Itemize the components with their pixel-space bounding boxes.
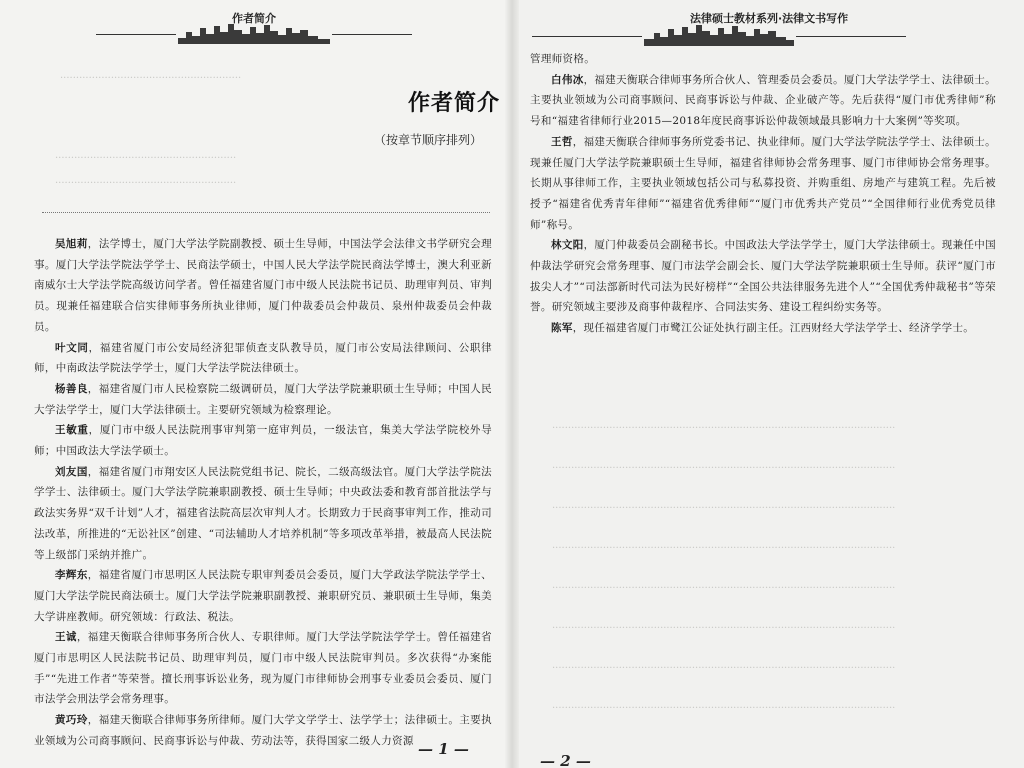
bio-name: 王诚 xyxy=(55,631,77,644)
city-skyline-icon xyxy=(644,22,794,46)
page-number-right: — 2 — xyxy=(540,752,591,768)
bio-text: ，现任福建省厦门市鹭江公证处执行副主任。江西财经大学法学学士、经济学学士。 xyxy=(572,322,975,335)
bio-list-left xyxy=(34,234,492,752)
bio-name: 王哲 xyxy=(551,135,573,148)
page-title: 作者简介 xyxy=(408,91,501,116)
bio-text: ，福建天衡联合律师事务所党委书记、执业律师。厦门大学法学院法学学士、法律硕士。现兼任厦门大学法学院兼职硕士生导师，福建省律师协会常务理事、厦门市律师协会常务理事。长期从事律师工作，主要执业领域包括公司与私募投资、并购重组、房地产与建筑工程。先后被授予“福建省优秀青年律师”“福建省优秀律师”“厦门市优秀共产党员”“全国律师行业优秀党员律师”称号。 xyxy=(530,135,997,231)
bio-text: ，福建省厦门市思明区人民法院专职审判委员会委员，厦门大学政法学院法学学士、厦门大学法学院民商法硕士。厦门大学法学院兼职副教授、兼职研究员、兼职硕士生导师，集美大学讲座教师。研究领域：行政法、税法。 xyxy=(34,569,492,623)
header-rule-left xyxy=(532,36,642,37)
bio-name: 吴旭莉 xyxy=(55,238,88,250)
bio-paragraph xyxy=(34,420,492,461)
header-rule-right xyxy=(796,36,906,37)
bio-paragraph xyxy=(34,379,492,420)
running-header: 作者简介 xyxy=(232,12,276,25)
right-page: ············································································································ ············································································································ ············································································································ ············································································································ ············································································································ ············································································································ ············································································································ ············································································································ 法律硕士教材系列·法律文书写作 管理师资格。 白伟冰，福建天衡联合律师事务所合伙人、管理委员会委员。厦门大学法学学士、法律硕士。主要执业领域为公司商事顾问、民商事诉讼与仲裁、企业破产等。先后获得“厦门市优秀律师”称号和“福建省律师行业2015—2018年度民商事诉讼仲裁领域最具影响力十大案例”等奖项。 王哲，福建天衡联合律师事务所党委书记、执业律师。厦门大学法学院法学学士、法律硕士。现兼任厦门大学法学院兼职硕士生导师，福建省律师协会常务理事、厦门市律师协会常务理事。长期从事律师工作，主要执业领域包括公司与私募投资、并购重组、房地产与建筑工程。先后被授予“福建省优秀青年律师”“福建省优秀律师”“厦门市优秀共产党员”“全国律师行业优秀党员律师”称号。 林文阳，厦门仲裁委员会副秘书长。中国政法大学法学学士，厦门大学法律硕士。现兼任中国仲裁法学研究会常务理事、厦门市法学会副会长、厦门大学法学院兼职硕士生导师。获评“厦门市拔尖人才”“司法部新时代司法为民好榜样”“全国公共法律服务先进个人”“全国优秀仲裁秘书”等荣誉。研究领域主要涉及商事仲裁程序、合同法实务、建设工程纠纷实务等。 陈军，现任福建省厦门市鹭江公证处执行副主任。江西财经大学法学学士、经济学学士。 — 2 — xyxy=(512,0,1024,768)
bio-text: ，厦门市中级人民法院刑事审判第一庭审判员，一级法官，集美大学法学院校外导师；中国政法大学法学硕士。 xyxy=(34,424,492,458)
bio-text: ，福建省厦门市翔安区人民法院党组书记、院长，二级高级法官。厦门大学法学院法学学士、法律硕士。厦门大学法学院兼职副教授、硕士生导师；中央政法委和教育部首批法学与政法实务界“双千计划”人才，福建省法院高层次审判人才。长期致力于民商事审判工作，推动司法改革，所推进的“无讼社区”创建、“司法辅助人才培养机制”等多项改革举措，被最高人民法院等上级部门采纳并推广。 xyxy=(34,465,492,561)
bio-name: 叶文同 xyxy=(55,341,89,354)
bio-name: 刘友国 xyxy=(55,465,88,478)
bio-name: 林文阳 xyxy=(551,239,584,252)
bio-paragraph xyxy=(530,132,996,236)
bio-paragraph xyxy=(530,70,996,132)
page-number-left: — 1 — xyxy=(418,740,469,758)
bio-text: ，福建天衡联合律师事务所律师。厦门大学文学学士、法学学士；法律硕士。主要执业领域为公司商事顾问、民商事诉讼与仲裁、劳动法等，获得国家二级人力资源 xyxy=(34,714,492,747)
bio-text: ，福建省厦门市公安局经济犯罪侦查支队教导员，厦门市公安局法律顾问、公职律师，中南政法学院法学学士，厦门大学法学院法律硕士。 xyxy=(34,341,492,375)
bio-text: ，厦门仲裁委员会副秘书长。中国政法大学法学学士，厦门大学法律硕士。现兼任中国仲裁法学研究会常务理事、厦门市法学会副会长、厦门大学法学院兼职硕士生导师。获评“厦门市拔尖人才”“司法部新时代司法为民好榜样”“全国公共法律服务先进个人”“全国优秀仲裁秘书”等荣誉。研究领域主要涉及商事仲裁程序、合同法实务、建设工程纠纷实务等。 xyxy=(530,239,996,314)
bio-paragraph xyxy=(34,234,492,338)
bio-paragraph xyxy=(34,462,492,566)
book-gutter xyxy=(505,0,519,768)
bio-text: ，福建天衡联合律师事务所合伙人、专职律师。厦门大学法学院法学学士。曾任福建省厦门市思明区人民法院书记员、助理审判员，厦门市中级人民法院审判员。多次获得“办案能手”“先进工作者”等荣誉。擅长刑事诉讼业务，现为厦门市律师协会刑事专业委员会委员、厦门市法学会刑法学会常务理事。 xyxy=(34,631,492,706)
bio-name: 陈军 xyxy=(551,322,573,335)
bio-continuation: 管理师资格。 xyxy=(530,53,596,65)
running-header: 法律硕士教材系列·法律文书写作 xyxy=(690,12,849,25)
bio-name: 王敏重 xyxy=(55,424,89,437)
left-page: ························································· ························································· ························································· 作者简介 作者简介 （按章节顺序排列） 吴旭莉，法学博士，厦门大学法学院副教授、硕士生导师，中国法学会法律文书学研究会理事。厦门大学法学院法学学士、民商法学硕士，中国人民大学法学院民商法学博士，澳大利亚新南威尔士大学法学院高级访问学者。曾任福建省厦门市中级人民法院书记员、助理审判员、审判员。现兼任福建联合信实律师事务所执业律师，厦门仲裁委员会仲裁员、泉州仲裁委员会仲裁员。 叶文同，福建省厦门市公安局经济犯罪侦查支队教导员，厦门市公安局法律顾问、公职律师，中南政法学院法学学士，厦门大学法学院法律硕士。 杨善良，福建省厦门市人民检察院二级调研员，厦门大学法学院兼职硕士生导师；中国人民大学法学学士，厦门大学法律硕士。主要研究领域为检察理论。 王敏重，厦门市中级人民法院刑事审判第一庭审判员，一级法官，集美大学法学院校外导师；中国政法大学法学硕士。 刘友国，福建省厦门市翔安区人民法院党组书记、院长，二级高级法官。厦门大学法学院法学学士、法律硕士。厦门大学法学院兼职副教授、硕士生导师；中央政法委和教育部首批法学与政法实务界“双千计划”人才，福建省法院高层次审判人才。长期致力于民商事审判工作，推动司法改革，所推进的“无讼社区”创建、“司法辅助人才培养机制”等多项改革举措，被最高人民法院等上级部门采纳并推广。 李辉东，福建省厦门市思明区人民法院专职审判委员会委员，厦门大学政法学院法学学士、厦门大学法学院民商法硕士。厦门大学法学院兼职副教授、兼职研究员、兼职硕士生导师，集美大学讲座教师。研究领域：行政法、税法。 王诚，福建天衡联合律师事务所合伙人、专职律师。厦门大学法学院法学学士。曾任福建省厦门市思明区人民法院书记员、助理审判员，厦门市中级人民法院审判员。多次获得“办案能手”“先进工作者”等荣誉。擅长刑事诉讼业务，现为厦门市律师协会刑事专业委员会委员、厦门市法学会刑法学会常务理事。 黄巧玲，福建天衡联合律师事务所律师。厦门大学文学学士、法学学士；法律硕士。主要执业领域为公司商事顾问、民商事诉讼与仲裁、劳动法等，获得国家二级人力资源 — 1 — xyxy=(0,0,512,768)
bio-name: 黄巧玲 xyxy=(55,714,88,727)
title-divider xyxy=(42,212,490,213)
bio-list-right xyxy=(530,49,996,339)
bio-text: ，法学博士，厦门大学法学院副教授、硕士生导师，中国法学会法律文书学研究会理事。厦门大学法学院法学学士、民商法学硕士，中国人民大学法学院民商法学博士，澳大利亚新南威尔士大学法学院高级访问学者。曾任福建省厦门市中级人民法院书记员、助理审判员、审判员。现兼任福建联合信实律师事务所执业律师，厦门仲裁委员会仲裁员、泉州仲裁委员会仲裁员。 xyxy=(34,238,492,333)
bio-paragraph xyxy=(530,318,996,339)
bio-name: 杨善良 xyxy=(55,382,88,395)
city-skyline-icon xyxy=(178,20,330,44)
bio-text: ，福建天衡联合律师事务所合伙人、管理委员会委员。厦门大学法学学士、法律硕士。主要执业领域为公司商事顾问、民商事诉讼与仲裁、企业破产等。先后获得“厦门市优秀律师”称号和“福建省律师行业2015—2018年度民商事诉讼仲裁领域最具影响力十大案例”等奖项。 xyxy=(530,73,996,128)
header-rule-right xyxy=(332,34,412,35)
bio-name: 李辉东 xyxy=(55,569,88,582)
page-subtitle: （按章节顺序排列） xyxy=(374,133,483,147)
bio-name: 白伟冰 xyxy=(551,73,584,86)
bio-paragraph xyxy=(34,627,492,710)
header-rule-left xyxy=(96,34,176,35)
bio-paragraph xyxy=(34,565,492,627)
bio-text: ，福建省厦门市人民检察院二级调研员，厦门大学法学院兼职硕士生导师；中国人民大学法学学士，厦门大学法律硕士。主要研究领域为检察理论。 xyxy=(34,382,492,416)
bio-paragraph xyxy=(34,338,492,379)
bio-paragraph xyxy=(530,235,996,318)
